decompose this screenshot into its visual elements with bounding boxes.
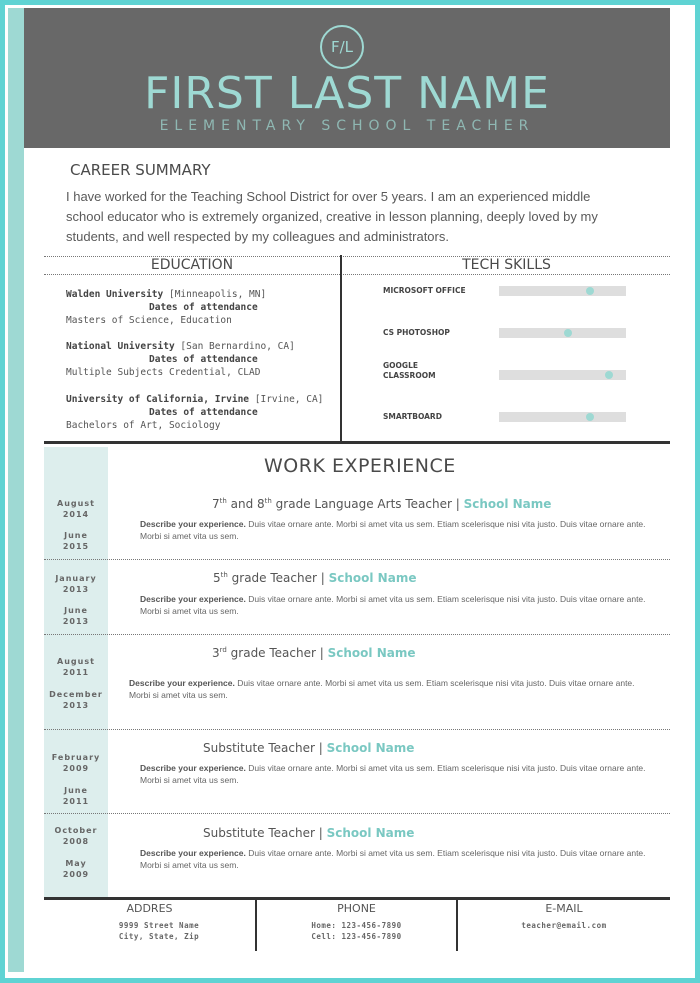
school-name-link: School Name xyxy=(327,646,416,660)
degree: Bachelors of Art, Sociology xyxy=(66,420,221,431)
education-item xyxy=(66,288,266,327)
skill-level-dot xyxy=(586,413,594,421)
phone-text: Home: 123-456-7890 Cell: 123-456-7890 xyxy=(311,921,402,941)
divider xyxy=(44,813,670,814)
job-description: Describe your experience. Duis vitae ornare ante. Morbi si amet vita us sem. Etiam scelerisque nisi vita justo. Duis vitae ornare ante. Morbi si amet vita us sem. xyxy=(140,594,646,616)
start-date: October 2008 xyxy=(54,826,98,846)
job-description: Describe your experience. Duis vitae ornare ante. Morbi si amet vita us sem. Etiam scelerisque nisi vita justo. Duis vitae ornare ante. Morbi si amet vita us sem. xyxy=(129,678,635,700)
phone-label: PHONE xyxy=(337,902,376,915)
email-label: E-MAIL xyxy=(545,902,583,915)
divider xyxy=(44,729,670,730)
job-title: Substitute Teacher | School Name xyxy=(203,741,415,755)
job-title: 5th grade Teacher | School Name xyxy=(213,571,417,585)
job-title: 7th and 8th grade Language Arts Teacher | School Name xyxy=(212,497,552,511)
skill-meter xyxy=(499,328,626,338)
divider xyxy=(44,634,670,635)
attendance-dates: Dates of attendance xyxy=(149,407,258,418)
skill-label: MICROSOFT OFFICE xyxy=(383,286,466,295)
skills-heading: TECH SKILLS xyxy=(462,257,551,273)
school-name-link: School Name xyxy=(326,826,415,840)
resume-header xyxy=(24,8,670,148)
end-date: June 2011 xyxy=(62,786,90,806)
resume-title: ELEMENTARY SCHOOL TEACHER xyxy=(159,118,535,134)
school-name-link: School Name xyxy=(328,571,417,585)
education-item xyxy=(66,340,295,379)
job-title: Substitute Teacher | School Name xyxy=(203,826,415,840)
skill-meter xyxy=(499,412,626,422)
skill-meter xyxy=(499,370,626,380)
school-place: [Irvine, CA] xyxy=(254,394,324,405)
job-title: 3rd grade Teacher | School Name xyxy=(212,646,416,660)
start-date: February 2009 xyxy=(51,753,101,773)
work-heading: WORK EXPERIENCE xyxy=(264,455,456,477)
divider xyxy=(44,274,340,275)
job-description: Describe your experience. Duis vitae ornare ante. Morbi si amet vita us sem. Etiam scelerisque nisi vita justo. Duis vitae ornare ante. Morbi si amet vita us sem. xyxy=(140,519,646,541)
skill-label: CS PHOTOSHOP xyxy=(383,328,450,337)
resume-name: FIRST LAST NAME xyxy=(144,68,550,119)
start-date: January 2013 xyxy=(55,574,97,594)
skill-label: SMARTBOARD xyxy=(383,412,442,421)
attendance-dates: Dates of attendance xyxy=(149,354,258,365)
footer-rule xyxy=(44,897,670,900)
skill-meter xyxy=(499,286,626,296)
vertical-divider xyxy=(340,255,342,443)
accent-bar xyxy=(8,8,24,972)
end-date: May 2009 xyxy=(62,859,90,879)
monogram: F/L xyxy=(320,25,364,69)
address-text: 9999 Street Name City, State, Zip xyxy=(118,921,200,941)
school-name-link: School Name xyxy=(326,741,415,755)
degree: Masters of Science, Education xyxy=(66,315,232,326)
summary-heading: CAREER SUMMARY xyxy=(70,161,211,179)
attendance-dates: Dates of attendance xyxy=(149,302,258,313)
end-date: December 2013 xyxy=(49,690,103,710)
address-label: ADDRES xyxy=(126,902,173,915)
end-date: June 2013 xyxy=(62,606,90,626)
skill-level-dot xyxy=(564,329,572,337)
job-description: Describe your experience. Duis vitae ornare ante. Morbi si amet vita us sem. Etiam scelerisque nisi vita justo. Duis vitae ornare ante. Morbi si amet vita us sem. xyxy=(140,848,646,870)
degree: Multiple Subjects Credential, CLAD xyxy=(66,367,261,378)
skill-label: GOOGLE CLASSROOM xyxy=(383,361,436,380)
start-date: August 2014 xyxy=(57,499,95,519)
divider xyxy=(44,559,670,560)
school-place: [San Bernardino, CA] xyxy=(180,341,295,352)
school-place: [Minneapolis, MN] xyxy=(168,289,267,300)
skill-level-dot xyxy=(586,287,594,295)
email-text[interactable]: teacher@email.com xyxy=(521,921,607,930)
skill-level-dot xyxy=(605,371,613,379)
end-date: June 2015 xyxy=(62,531,90,551)
summary-text: I have worked for the Teaching School District for over 5 years. I am an experienced middle school educator who is extremely organized, creative in lesson planning, deeply loved by my students, and well respected by my colleagues and administrators. xyxy=(66,189,598,244)
school-name: Walden University xyxy=(66,289,164,300)
school-name: University of California, Irvine xyxy=(66,394,250,405)
job-description: Describe your experience. Duis vitae ornare ante. Morbi si amet vita us sem. Etiam scelerisque nisi vita justo. Duis vitae ornare ante. Morbi si amet vita us sem. xyxy=(140,763,646,785)
school-name: National University xyxy=(66,341,175,352)
education-item xyxy=(66,393,323,432)
education-heading: EDUCATION xyxy=(150,257,234,273)
school-name-link: School Name xyxy=(463,497,552,511)
start-date: August 2011 xyxy=(57,657,95,677)
section-rule xyxy=(44,441,670,444)
divider xyxy=(343,274,670,275)
